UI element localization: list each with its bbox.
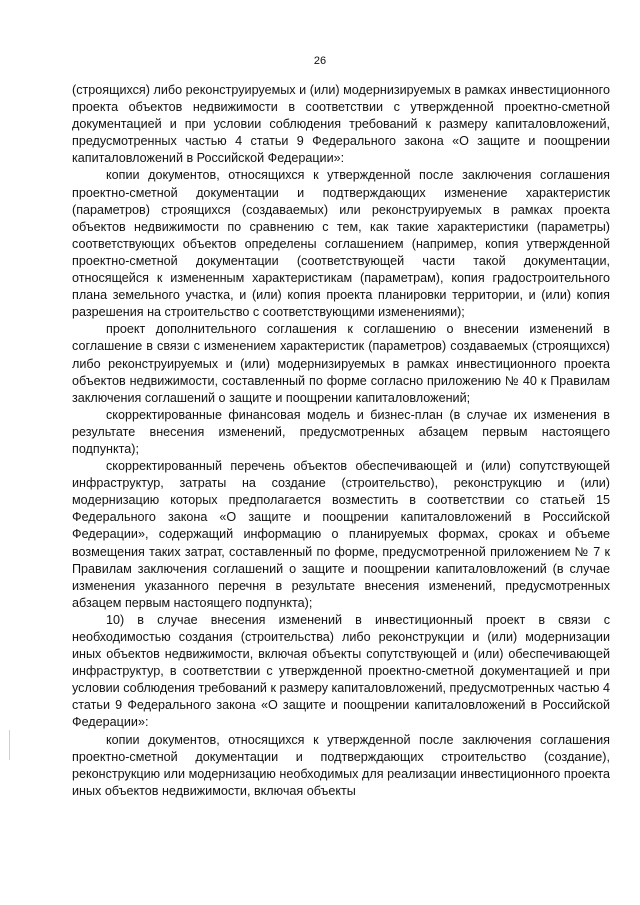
paragraph-item-10: 10) в случае внесения изменений в инвестиционный проект в связи с необходимостью создания (строительства) либо реконструкции и (или) модернизации иных объектов недвижимости, включая объекты сопутствующей и (или) обеспечивающей инфраструктур, в соответствии с утвержденной проектно-сметной документацией и при условии соблюдения требований к размеру капиталовложений, предусмотренных частью 4 статьи 9 Федерального закона «О защите и поощрении капиталовложений в Российской Федерации»:: [72, 612, 610, 730]
paragraph-draft-agreement: проект дополнительного соглашения к соглашению о внесении изменений в соглашение в связи с изменением характеристик (параметров) создаваемых (строящихся) либо реконструируемых и (или) модернизируемых в рамках инвестиционного проекта объектов недвижимости, составленный по форме согласно приложению № 40 к Правилам заключения соглашений о защите и поощрении капиталовложений;: [72, 322, 610, 405]
paragraph-infrastructure-list: скорректированный перечень объектов обеспечивающей и (или) сопутствующей инфраструктур, затраты на создание (строительство), реконструкцию и (или) модернизацию которых предполагается возместить в соответствии со статьей 15 Федерального закона «О защите и поощрении капиталовложений в Российской Федерации», содержащий информацию о планируемых формах, сроках и объеме возмещения таких затрат, составленный по форме, предусмотренной приложением № 7 к Правилам заключения соглашений о защите и поощрении капиталовложений (в случае изменения указанного перечня в результате внесения изменений, предусмотренных абзацем первым настоящего подпункта);: [72, 459, 610, 610]
document-body: [72, 82, 610, 800]
page-number: 26: [313, 55, 327, 67]
paragraph-documents-copies-2: копии документов, относящихся к утвержденной после заключения соглашения проектно-сметной документации и подтверждающих строительство (создание), реконструкцию или модернизацию необходимых для реализации инвестиционного проекта иных объектов недвижимости, включая объекты: [72, 732, 610, 798]
scan-margin-mark: [9, 730, 10, 760]
paragraph-financial-model: скорректированные финансовая модель и бизнес-план (в случае их изменения в результате внесения изменений, предусмотренных абзацем первым настоящего подпункта);: [72, 407, 610, 456]
paragraph-documents-copies: копии документов, относящихся к утвержденной после заключения соглашения проектно-сметной документации и подтверждающих изменение характеристик (параметров) строящихся (создаваемых) или реконструируемых в рамках проекта объектов недвижимости по сравнению с тем, как такие характеристики (параметры) соответствующих объектов определены соглашением (например, копия утвержденной проектно-сметной документации (соответствующей части такой документации, относящейся к измененным характеристикам (параметрам), копия градостроительного плана земельного участка, и (или) копия проекта планировки территории, и (или) копия разрешения на строительство с соответствующими изменениями);: [72, 168, 610, 320]
paragraph-continuation: (строящихся) либо реконструируемых и (или) модернизируемых в рамках инвестиционного проекта объектов недвижимости в соответствии с утвержденной проектно-сметной документацией и при условии соблюдения требований к размеру капиталовложений, предусмотренных частью 4 статьи 9 Федерального закона «О защите и поощрении капиталовложений в Российской Федерации»:: [72, 83, 610, 166]
